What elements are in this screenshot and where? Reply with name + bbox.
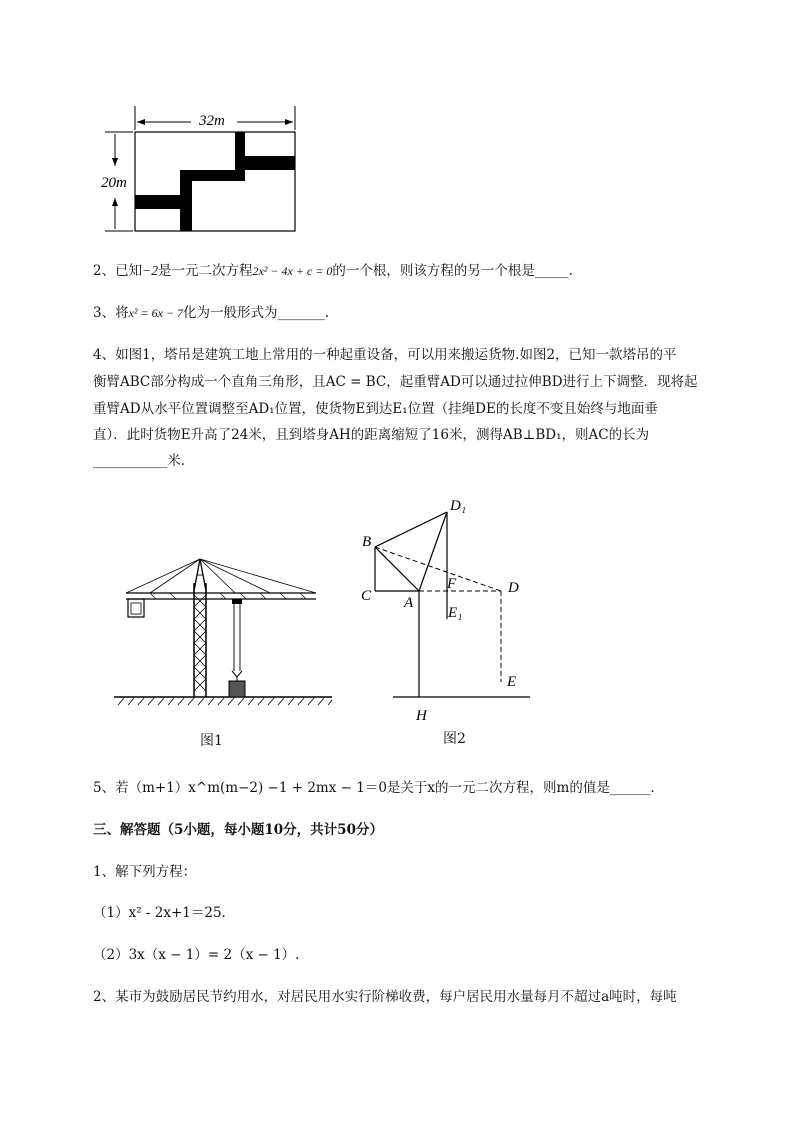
- q3-prefix: 3、将: [93, 305, 129, 321]
- q4-line4: 直）．此时货物E升高了24米，且到塔身AH的距离缩短了16米，测得AB⊥BD₁，则AC的长为: [93, 427, 650, 443]
- q2-equation: 2x² − 4x + c = 0: [252, 264, 333, 278]
- s1-title: 1、解下列方程：: [93, 864, 197, 880]
- q4-line1: 4、如图1，塔吊是建筑工地上常用的一种起重设备，可以用来搬运货物.如图2，已知一款塔吊的平: [93, 347, 677, 363]
- q2-root: −2: [142, 263, 158, 278]
- q3-suffix: 化为一般形式为_______.: [183, 305, 330, 321]
- question-2: [93, 261, 573, 281]
- figure-1-caption: 图1: [200, 733, 223, 749]
- road-figure: [95, 100, 305, 235]
- label-a: A: [404, 595, 414, 611]
- crane-figure-2: [355, 492, 545, 727]
- s1-part1: （1）x² - 2x+1＝25.: [93, 905, 226, 921]
- q4-line5: ___________米.: [93, 453, 186, 469]
- section-3-heading: 三、解答题（5小题，每小题10分，共计50分）: [93, 822, 383, 838]
- label-f: F: [447, 576, 457, 592]
- label-h: H: [416, 708, 427, 724]
- q2-mid: 是一元二次方程: [157, 263, 253, 279]
- crane-figure-1: [110, 555, 340, 715]
- question-3: [93, 303, 329, 323]
- question-5: 5、若（m+1）x^m(m−2) −1 + 2mx − 1＝0是关于x的一元二次方程，则m的值是______.: [93, 780, 655, 796]
- s2-text: 2、某市为鼓励居民节约用水，对居民用水实行阶梯收费，每户居民用水量每月不超过a吨时，每吨: [93, 989, 677, 1005]
- label-e: E: [507, 674, 517, 690]
- road-width-label: 32m: [199, 113, 225, 129]
- q4-line2: 衡臂ABC部分构成一个直角三角形，且AC = BC，起重臂AD可以通过拉伸BD进行上下调整．现将起: [93, 374, 698, 390]
- q4-line3: 重臂AD从水平位置调整至AD₁位置，使货物E到达E₁位置（挂绳DE的长度不变且始终与地面垂: [93, 401, 658, 417]
- figure-2-caption: 图2: [443, 731, 466, 747]
- label-c: C: [361, 588, 372, 604]
- q2-suffix: 的一个根，则该方程的另一个根是_____.: [332, 263, 573, 279]
- q3-equation: x² = 6x − 7: [128, 306, 184, 320]
- s1-part2: （2）3x（x − 1）= 2（x − 1）.: [93, 947, 300, 963]
- label-b: B: [362, 534, 372, 550]
- label-d: D: [508, 580, 519, 596]
- label-e1: E₁: [448, 605, 463, 621]
- label-d1: D₁: [450, 498, 467, 514]
- road-height-label: 20m: [101, 175, 127, 191]
- q2-prefix: 2、已知: [93, 263, 143, 279]
